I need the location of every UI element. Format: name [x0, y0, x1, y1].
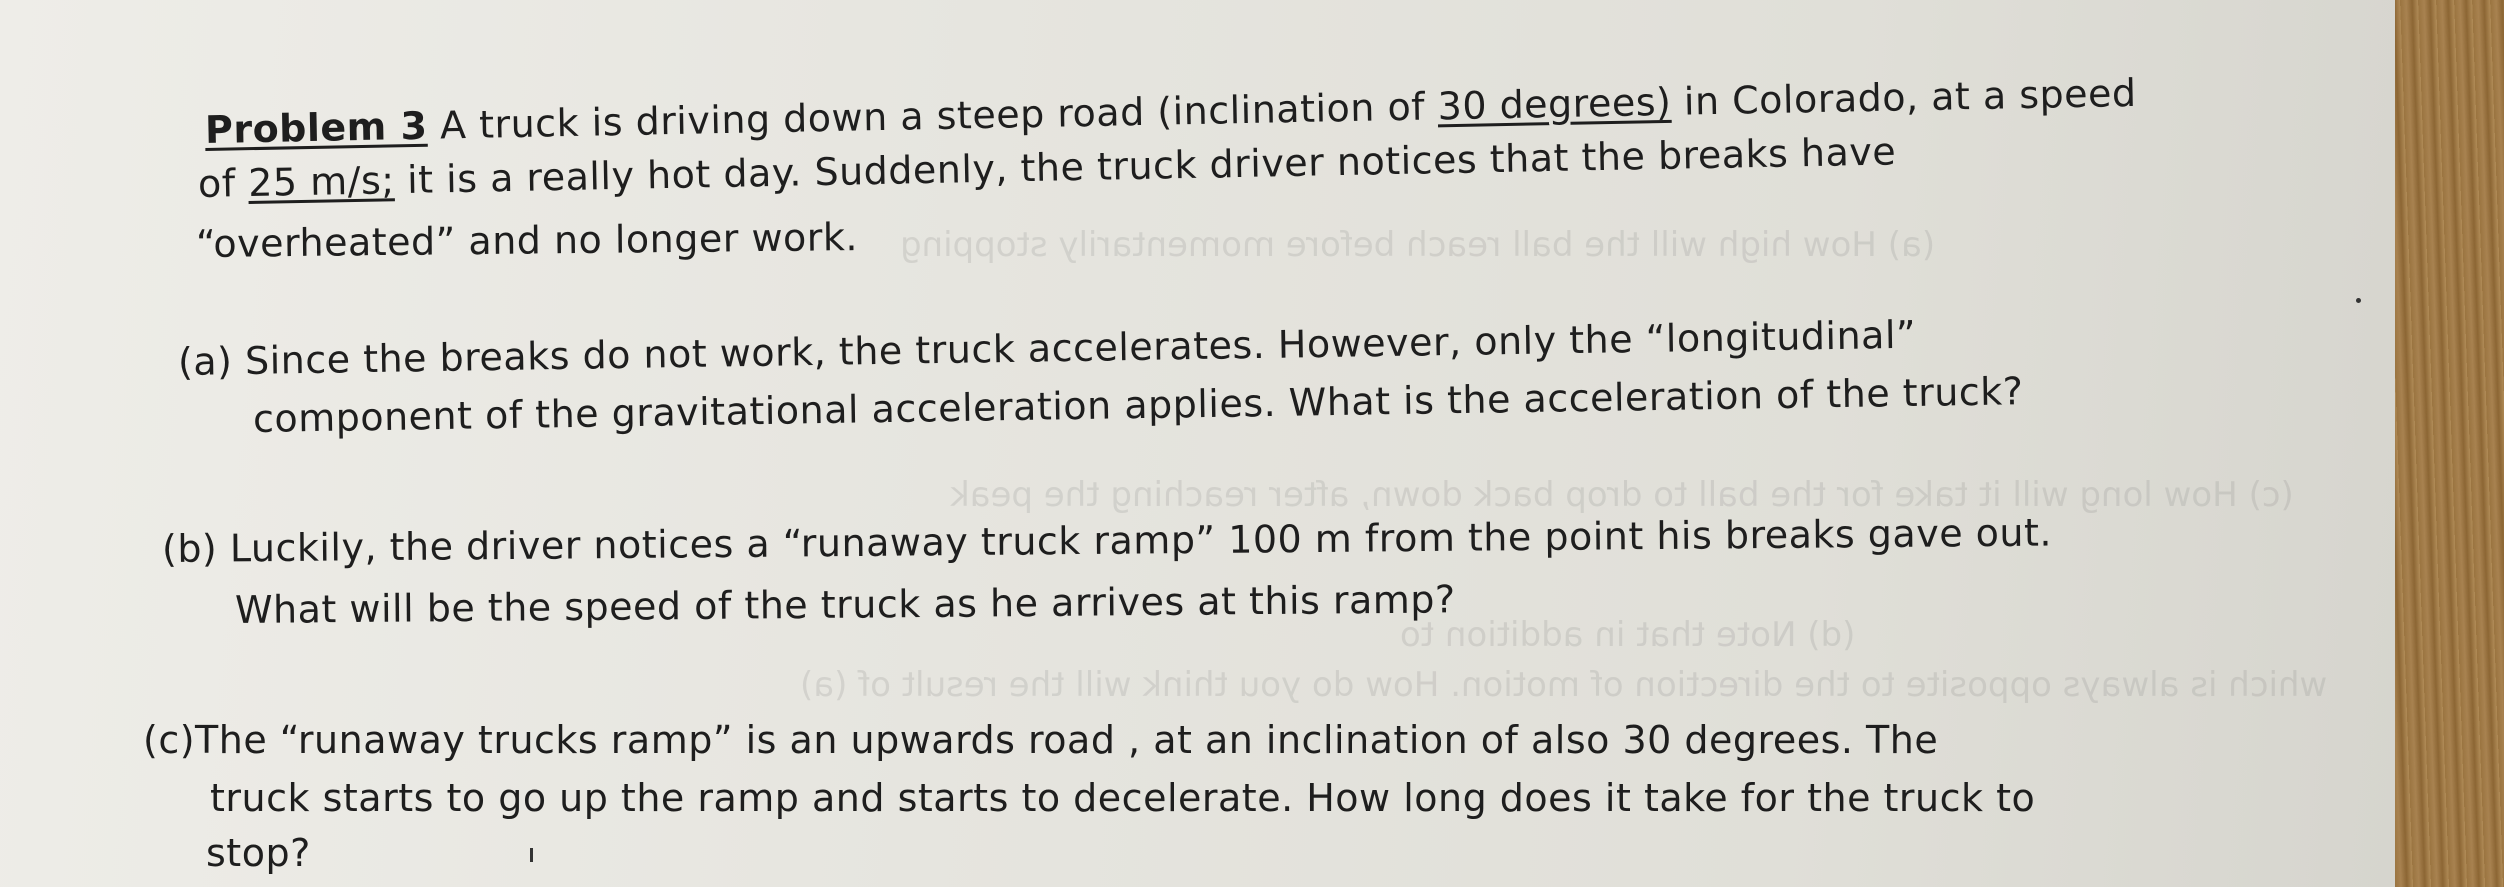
part-a-line-2: [253, 369, 2024, 441]
problem-intro-line-3: [196, 215, 858, 266]
intro-angle: 30 degrees): [1437, 79, 1672, 129]
part-b-line-1: [162, 511, 2052, 571]
part-b-text: Luckily, the driver notices a “runaway truck ramp” 100 m from the point his breaks gave out.: [229, 510, 2053, 571]
part-a-text: Since the breaks do not work, the truck accelerates. However, only the “longitudinal”: [244, 312, 1917, 383]
intro-speed: 25 m/s;: [247, 158, 395, 206]
part-c-text: stop?: [206, 831, 311, 875]
bleed-through-text: (c) How long will it take for the ball to drop back down, after reaching the peak: [950, 475, 2294, 515]
part-a-line-1: [178, 313, 1917, 384]
wooden-desk-edge: [2395, 0, 2504, 887]
part-c-line-1: [143, 718, 1938, 762]
problem-heading: Problem 3: [204, 103, 428, 152]
pen-mark: [2356, 298, 2361, 303]
part-c-text: The “runaway trucks ramp” is an upwards road , at an inclination of also 30 degrees. The: [195, 718, 1939, 762]
part-b-label: (b): [161, 526, 218, 571]
part-a-label: (a): [177, 339, 233, 384]
intro-text: it is a really hot day. Suddenly, the truck driver notices that the breaks have: [394, 129, 1897, 203]
part-c-label: (c): [143, 718, 196, 762]
bleed-through-text: which is always opposite to the direction of motion. How do you think will the result of (a): [800, 665, 2328, 705]
part-a-text: component of the gravitational acceleration applies. What is the acceleration of the truck?: [252, 369, 2024, 441]
intro-text: A truck is driving down a steep road (inclination of: [439, 84, 1439, 148]
intro-text: of: [197, 161, 249, 206]
pen-mark: [530, 848, 533, 862]
intro-text: “overheated” and no longer work.: [195, 215, 859, 266]
part-c-line-2: [210, 776, 2035, 820]
bleed-through-text: (d) Note that in addition to: [1400, 615, 1856, 655]
part-c-line-3: [206, 831, 311, 875]
part-b-line-2: [235, 577, 1456, 632]
part-c-text: truck starts to go up the ramp and starts to decelerate. How long does it take for the truck to: [210, 776, 2036, 820]
bleed-through-text: (a) How high will the ball reach before momentarily stopping: [900, 225, 1936, 265]
intro-text: in Colorado, at a speed: [1670, 70, 2137, 124]
part-b-text: What will be the speed of the truck as he arrives at this ramp?: [234, 577, 1456, 632]
